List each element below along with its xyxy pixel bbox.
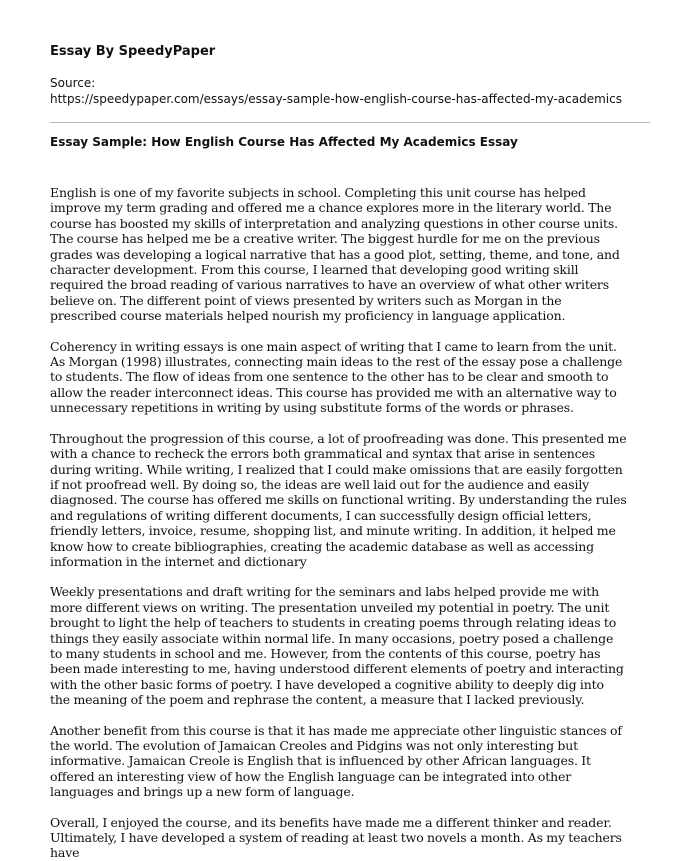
document-header-title: Essay By SpeedyPaper (50, 44, 216, 59)
essay-paragraph: Overall, I enjoyed the course, and its benefits have made me a different thinker and reader. Ultimately, I have developed a system of reading at least two novels a month. As my teachers have (50, 814, 622, 861)
source-label: Source: (50, 76, 96, 90)
essay-paragraph: Weekly presentations and draft writing for the seminars and labs helped provide me with more different views on writing. The presentation unveiled my potential in poetry. The unit brought to light the help of teachers to students in creating poems through relating ideas to things they easily associate within normal life. In many occasions, poetry posed a challenge to many students in school and me. However, from the contents of this course, poetry has been made interesting to me, having understood different elements of poetry and interacting with the other basic forms of poetry. I have developed a cognitive ability to deeply dig into the meaning of the poem and rephrase the content, a measure that I lacked previously. (50, 584, 624, 708)
essay-paragraph: English is one of my favorite subjects in school. Completing this unit course has helped improve my term grading and offered me a chance explores more in the literary world. The course has boosted my skills of interpretation and analyzing questions in other course units. The course has helped me be a creative writer. The biggest hurdle for me on the previous grades was developing a logical narrative that has a good plot, setting, theme, and tone, and character development. From this course, I learned that developing good writing skill required the broad reading of various narratives to have an overview of what other writers believe on. The different point of views presented by writers such as Morgan in the prescribed course materials helped nourish my proficiency in language application. (50, 185, 620, 324)
essay-paragraph: Throughout the progression of this course, a lot of proofreading was done. This presented me with a chance to recheck the errors both grammatical and syntax that arise in sentences during writing. While writing, I realized that I could make omissions that are easily forgotten if not proofread well. By doing so, the ideas are well laid out for the audience and easily diagnosed. The course has offered me skills on functional writing. By understanding the rules and regulations of writing different documents, I can successfully design official letters, friendly letters, invoice, resume, shopping list, and minute writing. In addition, it helped me know how to create bibliographies, creating the academic database as well as accessing information in the internet and dictionary (50, 430, 627, 569)
header-divider (50, 122, 650, 123)
essay-title: Essay Sample: How English Course Has Affected My Academics Essay (50, 135, 518, 149)
essay-paragraph: Another benefit from this course is that it has made me appreciate other linguistic stances of the world. The evolution of Jamaican Creoles and Pidgins was not only interesting but informative. Jamaican Creole is English that is influenced by other African languages. It offered an interesting view of how the English language can be integrated into other languages and brings up a new form of language. (50, 722, 622, 800)
source-block (50, 75, 627, 107)
essay-paragraph: Coherency in writing essays is one main aspect of writing that I came to learn from the unit. As Morgan (1998) illustrates, connecting main ideas to the rest of the essay pose a challenge to students. The flow of ideas from one sentence to the other has to be clear and smooth to allow the reader interconnect ideas. This course has provided me with an alternative way to unnecessary repetitions in writing by using substitute forms of the words or phrases. (50, 338, 623, 416)
essay-body (50, 185, 627, 861)
source-url: https://speedypaper.com/essays/essay-sample-how-english-course-has-affected-my-academics (50, 92, 622, 106)
